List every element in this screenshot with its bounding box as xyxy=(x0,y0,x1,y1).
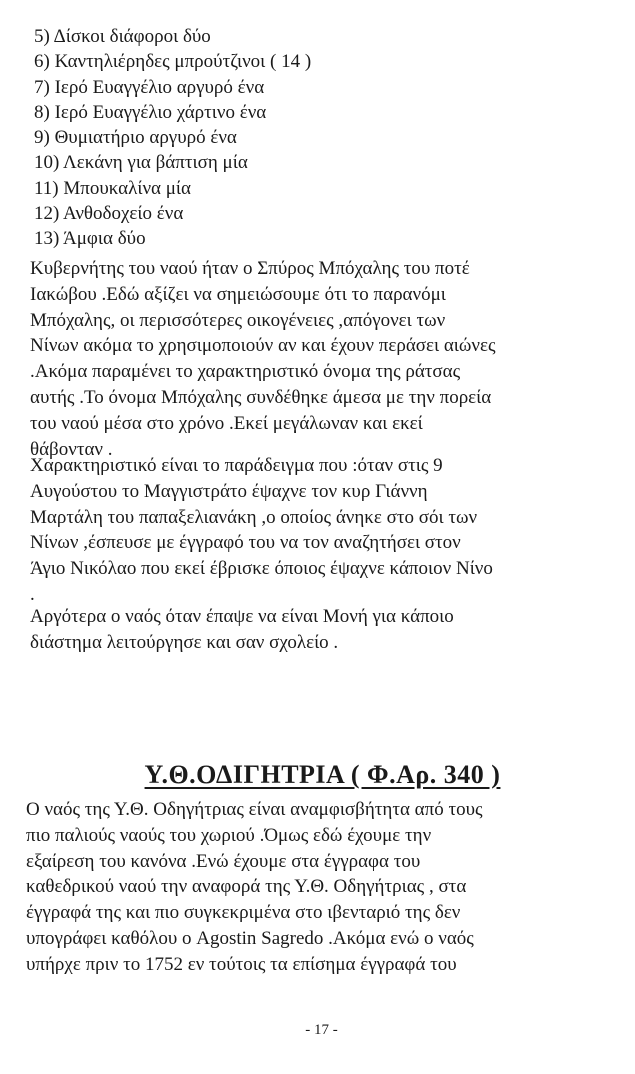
paragraph-school xyxy=(30,604,610,656)
list-item: 12) Ανθοδοχείο ένα xyxy=(34,203,184,225)
text-line: Μπόχαλης, οι περισσότερες οικογένειες ,απόγονει των xyxy=(30,309,446,331)
text-line: διάστημα λειτούργησε και σαν σχολείο . xyxy=(30,631,339,653)
list-item: 13) Άμφια δύο xyxy=(34,228,146,250)
text-line: αυτής .Το όνομα Μπόχαλης συνδέθηκε άμεσα με την πορεία xyxy=(30,386,492,408)
text-line: καθεδρικού ναού την αναφορά της Υ.Θ. Οδηγήτριας , στα xyxy=(26,876,467,898)
list-item: 10) Λεκάνη για βάπτιση μία xyxy=(34,152,248,174)
text-line: Αργότερα ο ναός όταν έπαψε να είναι Μονή για κάποιο xyxy=(30,606,454,627)
paragraph-example xyxy=(30,453,610,608)
text-line: .Ακόμα παραμένει το χαρακτηριστικό όνομα της ράτσας xyxy=(30,361,461,383)
page-number: - 17 - xyxy=(305,1022,338,1038)
text-line: υπογράφει καθόλου ο Agostin Sagredo .Ακόμα ενώ ο ναός xyxy=(26,927,474,949)
text-line: έγγραφά της και πιο συγκεκριμένα στο ιβενταριό της δεν xyxy=(26,902,461,924)
text-line: Ο ναός της Υ.Θ. Οδηγήτριας είναι αναμφισβήτητα από τους xyxy=(26,799,483,820)
text-line: πιο παλιούς ναούς του χωριού .Όμως εδώ έχουμε την xyxy=(26,824,432,846)
list-item: 11) Μπουκαλίνα μία xyxy=(34,177,192,199)
list-item: 6) Καντηλιέρηδες μπρούτζινοι ( 14 ) xyxy=(34,51,312,73)
text-line: Ιακώβου .Εδώ αξίζει να σημειώσουμε ότι το παρανόμι xyxy=(30,283,446,305)
text-line: Άγιο Νικόλαο που εκεί έβρισκε όποιος έψαχνε κάποιον Νίνο xyxy=(30,558,493,580)
list-item: 8) Ιερό Ευαγγέλιο χάρτινο ένα xyxy=(34,101,267,123)
text-line: Μαρτάλη του παπαξελιανάκη ,ο οποίος άνηκε στο σόι των xyxy=(30,506,478,528)
text-line: εξαίρεση του κανόνα .Ενώ έχουμε στα έγγραφα του xyxy=(26,850,421,872)
section-heading: Υ.Θ.ΟΔΙΓΗΤΡΙΑ ( Φ.Αρ. 340 ) xyxy=(144,760,501,789)
text-line: Χαρακτηριστικό είναι το παράδειγμα που :όταν στις 9 xyxy=(30,455,443,476)
list-item: 7) Ιερό Ευαγγέλιο αργυρό ένα xyxy=(34,76,265,98)
text-line: Νίνων ακόμα το χρησιμοποιούν αν και έχουν περάσει αιώνες xyxy=(30,335,496,357)
inventory-list xyxy=(34,24,614,252)
paragraph-odigitria xyxy=(26,797,606,978)
list-item: 5) Δίσκοι διάφοροι δύο xyxy=(34,26,211,47)
text-line: . xyxy=(30,583,35,605)
paragraph-governor xyxy=(30,256,610,462)
text-line: Νίνων ,έσπευσε με έγγραφό του να τον αναζητήσει στον xyxy=(30,532,461,554)
text-line: Αυγούστου το Μαγγιστράτο έψαχνε τον κυρ Γιάννη xyxy=(30,480,428,502)
text-line: Κυβερνήτης του ναού ήταν ο Σπύρος Μπόχαλης του ποτέ xyxy=(30,258,470,279)
list-item: 9) Θυμιατήριο αργυρό ένα xyxy=(34,127,237,149)
text-line: υπήρχε πριν το 1752 εν τούτοις τα επίσημα έγγραφά του xyxy=(26,953,457,975)
text-line: του ναού μέσα στο χρόνο .Εκεί μεγάλωναν και εκεί xyxy=(30,412,423,434)
text-line: θάβονταν . xyxy=(30,438,113,460)
